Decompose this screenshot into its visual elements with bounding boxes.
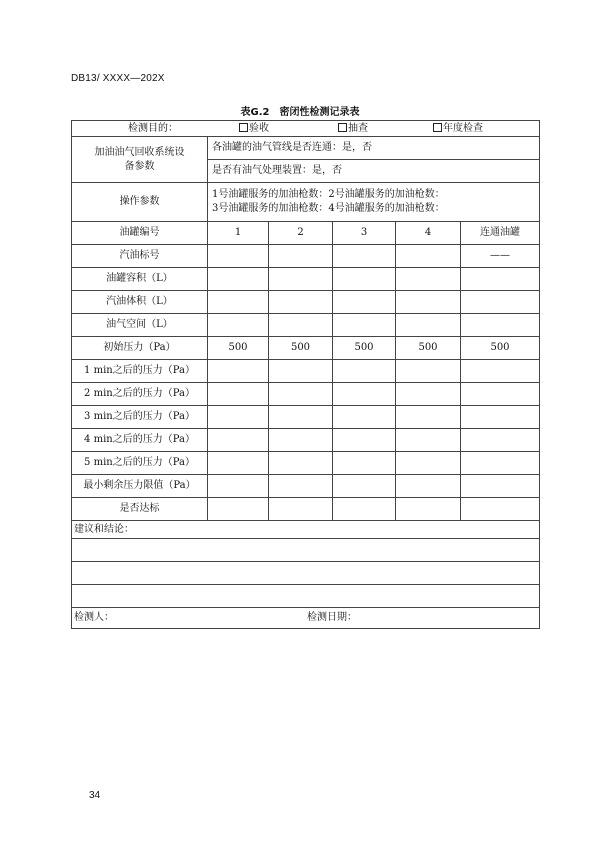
row-value-cell[interactable] <box>333 452 396 475</box>
purpose-option-annual[interactable]: 年度检查 <box>433 122 483 136</box>
row-value-cell[interactable] <box>461 268 540 291</box>
inspector-label: 检测人： <box>74 612 114 623</box>
purpose-row <box>72 121 540 137</box>
measurement-row <box>72 337 540 360</box>
row-value-cell[interactable] <box>396 383 461 406</box>
row-value-cell[interactable] <box>208 268 269 291</box>
conclusion-label: 建议和结论： <box>72 521 540 539</box>
row-value-cell[interactable] <box>333 291 396 314</box>
row-value-cell[interactable] <box>461 383 540 406</box>
row-label: 3 min之后的压力（Pa） <box>72 406 208 429</box>
tank-number-row <box>72 222 540 245</box>
row-value-cell[interactable] <box>396 245 461 268</box>
measurement-row <box>72 291 540 314</box>
row-label: 汽油体积（L） <box>72 291 208 314</box>
measurement-row <box>72 383 540 406</box>
row-value-cell[interactable] <box>208 360 269 383</box>
row-label: 汽油标号 <box>72 245 208 268</box>
row-value-cell: 500 <box>269 337 333 360</box>
row-value-cell[interactable] <box>333 314 396 337</box>
document-code: DB13/ XXXX—202X <box>71 73 165 84</box>
checkbox-icon[interactable] <box>338 123 347 132</box>
row-value-cell[interactable] <box>269 429 333 452</box>
row-label: 最小剩余压力限值（Pa） <box>72 475 208 498</box>
row-label: 油罐容积（L） <box>72 268 208 291</box>
row-value-cell[interactable] <box>461 452 540 475</box>
operation-params-value <box>208 183 540 222</box>
row-label: 1 min之后的压力（Pa） <box>72 360 208 383</box>
row-value-cell[interactable] <box>208 475 269 498</box>
measurement-row <box>72 360 540 383</box>
tank-number-label: 油罐编号 <box>72 222 208 245</box>
nozzle-count-line-2: 3号油罐服务的加油枪数：4号油罐服务的加油枪数： <box>212 203 445 214</box>
conclusion-row <box>72 521 540 539</box>
row-value-cell[interactable] <box>269 245 333 268</box>
row-value-cell[interactable] <box>396 314 461 337</box>
conclusion-field-3[interactable] <box>72 585 540 608</box>
row-value-cell[interactable] <box>269 268 333 291</box>
tank-number-1: 1 <box>208 222 269 245</box>
conclusion-field-1[interactable] <box>72 539 540 562</box>
row-label: 4 min之后的压力（Pa） <box>72 429 208 452</box>
page-number: 34 <box>89 790 101 801</box>
row-value-cell[interactable] <box>333 498 396 521</box>
signature-line <box>74 611 537 625</box>
row-value-cell[interactable] <box>396 452 461 475</box>
row-value-cell[interactable] <box>396 291 461 314</box>
inspection-date-label: 检测日期： <box>307 612 357 623</box>
row-value-cell: 500 <box>333 337 396 360</box>
row-value-cell[interactable] <box>396 268 461 291</box>
measurement-row <box>72 268 540 291</box>
row-label: 是否达标 <box>72 498 208 521</box>
checkbox-icon[interactable] <box>433 123 442 132</box>
row-value-cell[interactable] <box>269 498 333 521</box>
purpose-label: 检测目的： <box>128 122 178 134</box>
row-value-cell: 500 <box>208 337 269 360</box>
row-value-cell[interactable] <box>396 429 461 452</box>
pipeline-connected-question: 各油罐的油气管线是否连通：是，否 <box>208 137 540 160</box>
measurement-row <box>72 452 540 475</box>
row-value-cell[interactable] <box>208 498 269 521</box>
vapor-treatment-question: 是否有油气处理装置：是，否 <box>208 160 540 183</box>
conclusion-blank-row <box>72 562 540 585</box>
row-value-cell[interactable] <box>333 429 396 452</box>
signature-row <box>72 608 540 629</box>
row-value-cell[interactable] <box>208 406 269 429</box>
row-value-cell[interactable] <box>461 291 540 314</box>
system-params-label: 加油油气回收系统设备参数 <box>72 137 208 183</box>
measurement-rows <box>72 245 540 521</box>
row-value-cell[interactable] <box>269 452 333 475</box>
row-value-cell[interactable] <box>208 452 269 475</box>
nozzle-count-line-1: 1号油罐服务的加油枪数：2号油罐服务的加油枪数： <box>212 189 445 200</box>
row-value-cell[interactable] <box>208 245 269 268</box>
tank-number-4: 4 <box>396 222 461 245</box>
row-value-cell[interactable] <box>208 429 269 452</box>
row-value-cell[interactable] <box>396 498 461 521</box>
row-value-cell: 500 <box>396 337 461 360</box>
row-value-cell[interactable] <box>461 429 540 452</box>
tank-number-3: 3 <box>333 222 396 245</box>
measurement-row <box>72 498 540 521</box>
tank-number-2: 2 <box>269 222 333 245</box>
measurement-row <box>72 429 540 452</box>
row-value-cell[interactable] <box>269 406 333 429</box>
table-title: 表G.2 密闭性检测记录表 <box>240 107 360 118</box>
system-params-row-1 <box>72 137 540 160</box>
row-value-cell: —— <box>461 245 540 268</box>
row-value-cell[interactable] <box>333 360 396 383</box>
measurement-row <box>72 475 540 498</box>
row-value-cell[interactable] <box>461 360 540 383</box>
row-value-cell[interactable] <box>333 383 396 406</box>
row-value-cell[interactable] <box>269 291 333 314</box>
row-value-cell[interactable] <box>396 406 461 429</box>
row-value-cell[interactable] <box>208 383 269 406</box>
row-value-cell[interactable] <box>461 475 540 498</box>
row-value-cell[interactable] <box>333 245 396 268</box>
measurement-row <box>72 314 540 337</box>
row-value-cell[interactable] <box>461 498 540 521</box>
operation-params-row <box>72 183 540 222</box>
row-label: 5 min之后的压力（Pa） <box>72 452 208 475</box>
row-value-cell[interactable] <box>461 406 540 429</box>
operation-params-label: 操作参数 <box>72 183 208 222</box>
purpose-option-acceptance[interactable]: 验收 <box>239 122 269 136</box>
row-value-cell[interactable] <box>269 475 333 498</box>
purpose-option-spot-check[interactable]: 抽查 <box>338 122 368 136</box>
measurement-row <box>72 245 540 268</box>
conclusion-field-2[interactable] <box>72 562 540 585</box>
inspection-record-table <box>71 120 540 629</box>
row-value-cell[interactable] <box>269 314 333 337</box>
row-value-cell[interactable] <box>208 314 269 337</box>
measurement-row <box>72 406 540 429</box>
row-value-cell[interactable] <box>208 291 269 314</box>
row-value-cell[interactable] <box>333 475 396 498</box>
row-label: 初始压力（Pa） <box>72 337 208 360</box>
row-value-cell[interactable] <box>269 383 333 406</box>
row-value-cell: 500 <box>461 337 540 360</box>
row-label: 2 min之后的压力（Pa） <box>72 383 208 406</box>
row-value-cell[interactable] <box>396 360 461 383</box>
checkbox-icon[interactable] <box>239 123 248 132</box>
row-label: 油气空间（L） <box>72 314 208 337</box>
purpose-line <box>76 122 535 136</box>
row-value-cell[interactable] <box>396 475 461 498</box>
conclusion-blank-row <box>72 585 540 608</box>
conclusion-blank-row <box>72 539 540 562</box>
row-value-cell[interactable] <box>333 268 396 291</box>
row-value-cell[interactable] <box>333 406 396 429</box>
tank-number-connected: 连通油罐 <box>461 222 540 245</box>
row-value-cell[interactable] <box>269 360 333 383</box>
row-value-cell[interactable] <box>461 314 540 337</box>
